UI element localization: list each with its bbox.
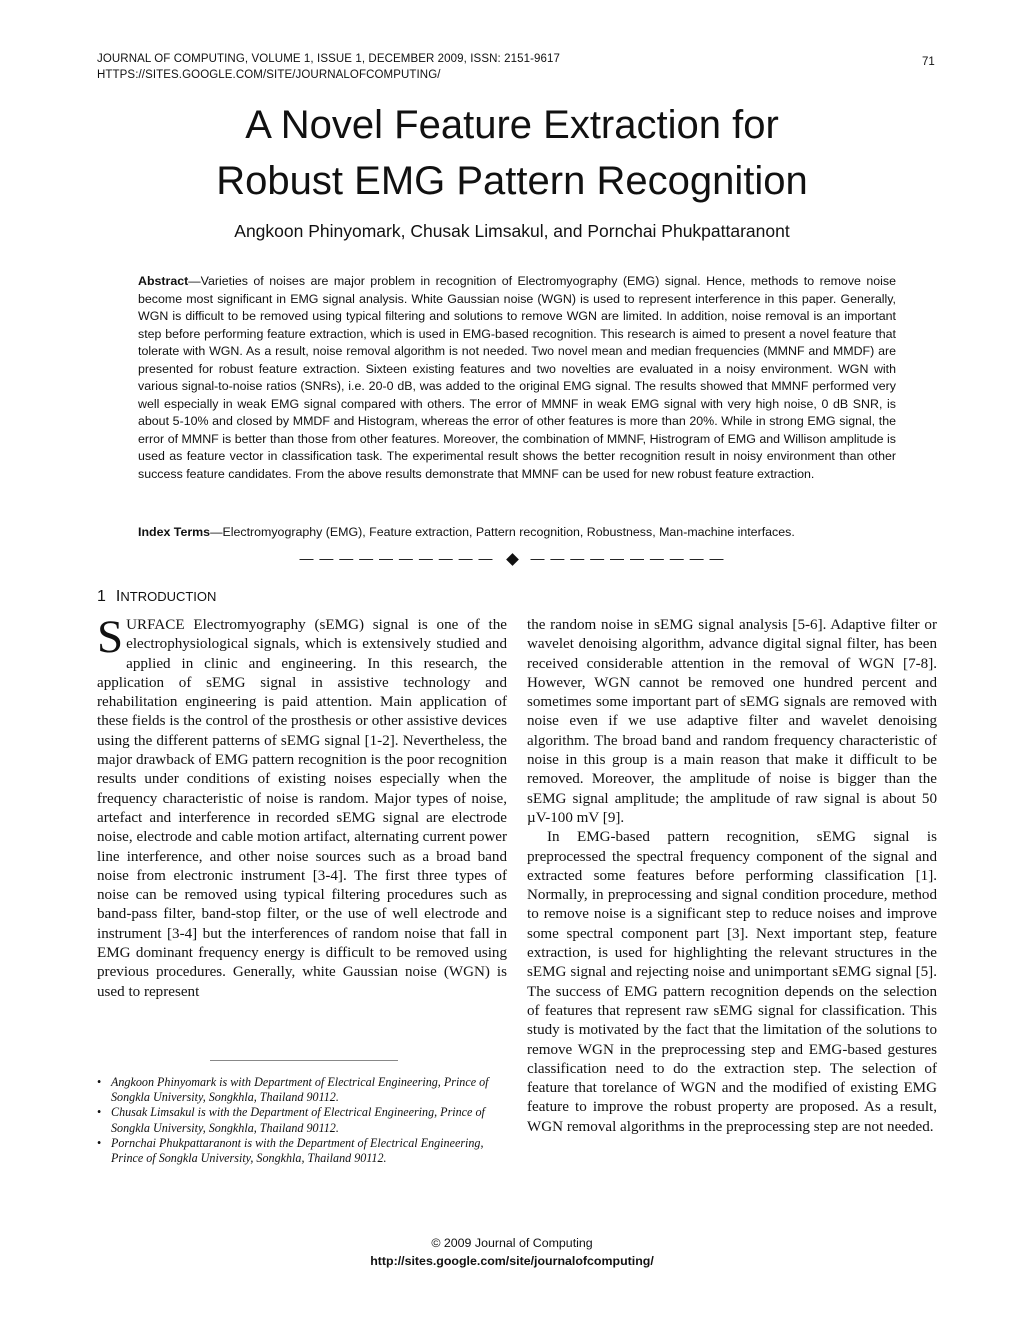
index-terms bbox=[138, 524, 896, 541]
intro-paragraph-1 bbox=[97, 611, 507, 1002]
page-number: 71 bbox=[922, 56, 935, 68]
footnote-item bbox=[97, 1105, 507, 1135]
divider-diamond-icon bbox=[506, 553, 519, 566]
body-column-left bbox=[97, 611, 507, 1002]
abstract-text: —Varieties of noises are major problem in recognition of Electromyography (EMG) signal. Hence, methods to remove noise become most significant in EMG signal analysis. White Gaussian noise (WGN) is used to represent interference in this paper. Generally, WGN is difficult to be removed using typical filtering and solutions to remove WGN are limited. In addition, noise removal is an important step before performing feature extraction, which is used in EMG-based recognition. This research is aimed to present a novel feature that tolerate with WGN. As a result, noise removal algorithm is not needed. Two novel mean and median frequencies (MMNF and MMDF) are presented for robust feature extraction. Sixteen existing features and two novelties are evaluated in a noisy environment. WGN with various signal-to-noise ratios (SNRs), i.e. 20-0 dB, was added to the original EMG signal. The results showed that MMNF performed very well especially in weak EMG signal compared with others. The error of MMNF in weak EMG signal with very high noise, 0 dB SNR, is about 5-10% and closed by MMDF and Histogram, whereas the error of other features is more than 20%. While in strong EMG signal, the error of MMNF is better than those from other features. Moreover, the combination of MMNF, Histrogram of EMG and Willison amplitude is used as feature vector in classification task. The experimental result shows the better recognition result in noisy environment than other success feature candidates. From the above results demonstrate that MMNF can be used for new robust feature extraction. bbox=[138, 274, 896, 482]
drop-cap: S bbox=[97, 611, 124, 663]
author-affiliation-footnotes bbox=[97, 1075, 507, 1166]
abstract bbox=[138, 273, 896, 484]
bullet-icon: • bbox=[97, 1135, 102, 1150]
bullet-icon: • bbox=[97, 1075, 102, 1089]
bullet-icon: • bbox=[97, 1105, 102, 1120]
running-head-journal: JOURNAL OF COMPUTING, VOLUME 1, ISSUE 1, DECEMBER 2009, ISSN: 2151-9617 bbox=[97, 53, 560, 65]
footnote-text: Chusak Limsakul is with the Department of Electrical Engineering, Prince of Songkla University, Songkhla, Thailand 90112. bbox=[111, 1105, 485, 1135]
divider-dashes-left: — — — — — — — — — — bbox=[299, 550, 494, 566]
footnote-item bbox=[97, 1075, 507, 1105]
journal-url: http://sites.google.com/site/journalofcomputing/ bbox=[370, 1254, 654, 1268]
section-title-rest: NTRODUCTION bbox=[120, 589, 217, 604]
intro-paragraph-2: In EMG-based pattern recognition, sEMG signal is preprocessed the spectral frequency component of the signal and extracted some features before performing classification [1]. Normally, in preprocessing and signal condition procedure, method to remove noise is a significant step to reduce noises and improve some spectral component part [3]. Next important step, feature extraction, is used for highlighting the relevant structures in the sEMG signal and rejecting noise and unimportant sEMG signal [5]. The success of EMG pattern recognition depends on the selection of features that represent raw sEMG signal for classification. This study is motivated by the fact that the limitation of the solutions to remove WGN in the preprocessing step and EMG-based gestures classification need to do the extraction step. The selection of feature that torelance of WGN and the modified of existing EMG feature to improve the robust property are proposed. As a result, WGN removal algorithms in the preprocessing step are not needed. bbox=[527, 829, 937, 1135]
intro-paragraph-1-text: Electromyography (sEMG) signal is one of the electrophysiological signals, which is extensively studied and applied in clinic and engineering. In this research, the application of sEMG signal in assistive technology and rehabilitation engineering is paid attention. Main application of these fields is the control of the prosthesis or other assistive devices using the different patterns of sEMG signal [1-2]. Nevertheless, the major drawback of EMG pattern recognition is the poor recognition results under conditions of existing noises especially when the frequency characteristic of noise is random. Major types of noise, artefact and interference in recorded sEMG signal are electrode noise, electrode and cable motion artifact, alternating current power line interference, and other noise sources such as a broad band noise from electronic instrument [3-4]. The first three types of noise can be removed using typical filtering procedures such as band-pass filter, band-stop filter, or the use of well electrode and instrument [3-4] but the interferences of random noise that fall in EMG dominant frequency energy is difficult to be removed using previous procedures. Generally, white Gaussian noise (WGN) is used to represent bbox=[97, 617, 507, 1000]
running-head bbox=[97, 51, 560, 83]
footnote-rule bbox=[210, 1060, 398, 1061]
footnote-text: Angkoon Phinyomark is with Department of Electrical Engineering, Prince of Songkla University, Songkhla, Thailand 90112. bbox=[111, 1075, 489, 1105]
section-title-first-letter: I bbox=[115, 588, 121, 605]
footnote-text: Pornchai Phukpattaranont is with the Department of Electrical Engineering, Prince of Songkla University, Songkhla, Thailand 90112. bbox=[111, 1135, 484, 1166]
intro-lead-smallcaps: URFACE bbox=[126, 617, 185, 633]
author-list: Angkoon Phinyomark, Chusak Limsakul, and Pornchai Phukpattaranont bbox=[234, 221, 790, 241]
paper-title-line1: A Novel Feature Extraction for bbox=[245, 103, 779, 147]
footnote-item bbox=[97, 1136, 507, 1166]
paper-title bbox=[0, 97, 1024, 209]
copyright-notice: © 2009 Journal of Computing bbox=[431, 1236, 593, 1250]
section-heading-introduction bbox=[97, 588, 216, 606]
paper-title-line2: Robust EMG Pattern Recognition bbox=[216, 159, 808, 203]
section-divider bbox=[0, 550, 1024, 566]
intro-paragraph-1-continued: the random noise in sEMG signal analysis [5-6]. Adaptive filter or wavelet denoising algorithm, advance digital signal filter, has been received considerable attention in the removal of WGN [7-8]. However, WGN cannot be removed one hundred percent and sometimes some important part of sEMG signals are removed with noise even if we use adaptive filter and wavelet denoising algorithm. The broad band and random frequency characteristic of noise in this group is a main reason that make it difficult to be removed. Moreover, the amplitude of noise is bigger than the sEMG signal amplitude; the amplitude of raw signal is about 50 µV-100 mV [9]. bbox=[527, 617, 937, 826]
running-head-url: HTTPS://SITES.GOOGLE.COM/SITE/JOURNALOFCOMPUTING/ bbox=[97, 69, 441, 81]
index-terms-label: Index Terms bbox=[138, 525, 211, 539]
divider-dashes-right: — — — — — — — — — — bbox=[530, 550, 725, 566]
index-terms-text: —Electromyography (EMG), Feature extraction, Pattern recognition, Robustness, Man-machine interfaces. bbox=[210, 525, 795, 539]
abstract-label: Abstract bbox=[138, 274, 189, 288]
body-column-right bbox=[527, 616, 937, 1137]
section-number: 1 bbox=[97, 588, 106, 605]
